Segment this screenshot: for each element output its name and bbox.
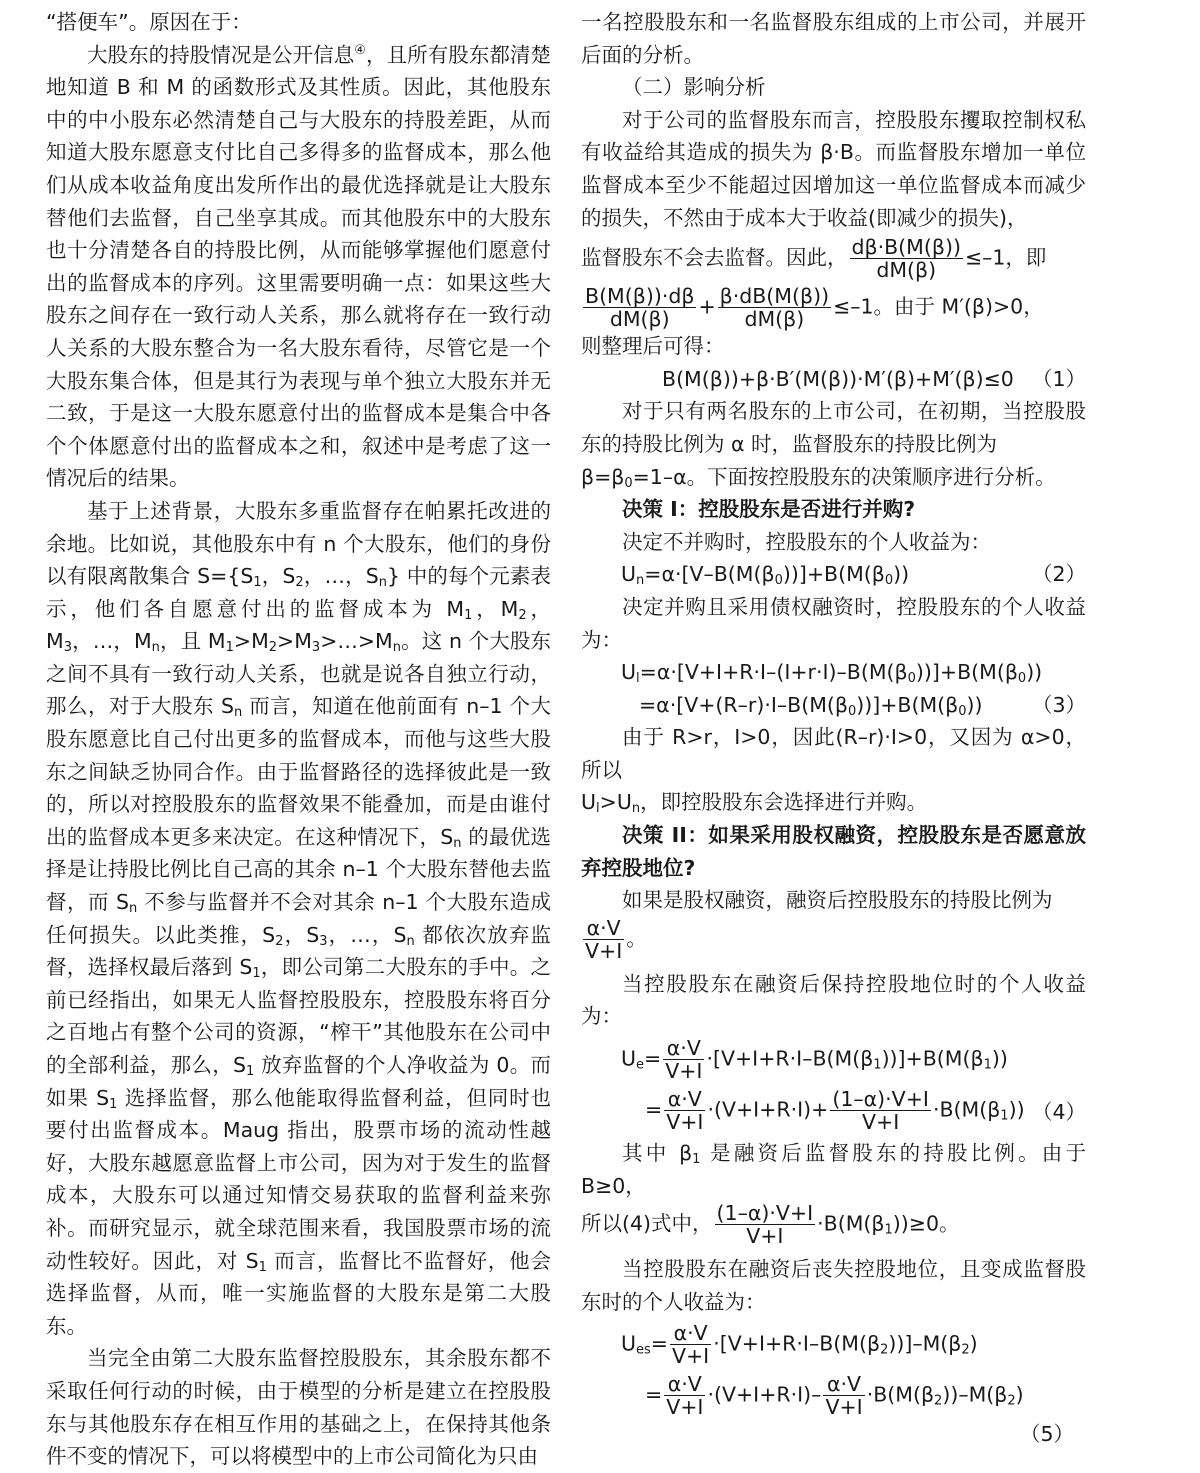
- paragraph-no-merger: 决定不并购时，控股股东的个人收益为：: [622, 529, 991, 554]
- equation-1: B(M(β))+β·B′(M(β))·M′(β)+M′(β)≤0 （1）: [581, 363, 1086, 396]
- fraction: $\frac{\alpha\cdot V}{V+I}$: [671, 1321, 710, 1369]
- paragraph-pareto: 基于上述背景，大股东多重监督存在帕累托改进的余地。比如说，其他股东中有 n 个大股东，他们的身份以有限离散集合 $S=\{S_1$，$S_2$，…，$S_n$} 中的每个元素表示，他们各自愿意付出的监督成本为 $M_1$，$M_2$，$M_3$，…，$M_n$，且 $M_1>M_2>M_3>\dots>M_n$。这 n 个大股东之间不具有一致行动人关系，也就是说各自独立行动，那么，对于大股东 $S_n$ 而言，知道在他前面有 n–1 个大股东愿意比自己付出更多的监督成本，而他与这些大股东之间缺乏协同合作。由于监督路径的选择彼此是一致的，所以对控股股东的监督效果不能叠加，而是由谁付出的监督成本更多来决定。在这种情况下，$S_n$ 的最优选择是让持股比例比自己高的其余 n–1 个大股东替他去监督，而 $S_n$ 不参与监督并不会对其余 n–1 个大股东造成任何损失。以此类推，$S_2$，$S_3$，…，$S_n$ 都依次放弃监督，选择权最后落到 $S_1$，即公司第二大股东的手中。之前已经指出，如果无人监督控股股东，控股股东将百分之百地占有整个公司的资源，“榨干”其他股东在公司中的全部利益，那么，$S_1$ 放弃监督的个人净收益为 0。而如果 $S_1$ 选择监督，那么他能取得监督利益，但同时也要付出监督成本。Maug 指出，股票市场的流动性越好，大股东越愿意监督上市公司，因为对于发生的监督成本，大股东可以通过知情交易获取的监督利益来弥补。而研究显示，就全球范围来看，我国股票市场的流动性较好。因此，对 $S_1$ 而言，监督比不监督好，他会选择监督，从而，唯一实施监督的大股东是第二大股东。: [46, 498, 552, 1338]
- paragraph-monitoring-loss: 对于公司的监督股东而言，控股股东攫取控制权私有收益给其造成的损失为 β·B。而监督股东增加一单位监督成本至少不能超过因增加这一单位监督成本而减少的损失，不然由于成本大于收益(即减少的损失)，: [581, 107, 1086, 230]
- equation-number: （2）: [1031, 562, 1086, 587]
- equation-5b: = $\frac{\alpha\cdot V}{V+I}$ ·(V+I+R·I)– $\frac{\alpha\cdot V}{V+I}$ $\cdot B(M(\beta_2))-M(\beta_2)$: [645, 1372, 1024, 1420]
- fraction: $\frac{d\beta\cdot B(M(\beta))}{dM(\beta)}$: [851, 235, 961, 283]
- right-column: [581, 6, 1086, 1450]
- section-heading: （二）影响分析: [622, 75, 766, 100]
- decision-1-heading: 决策 I：控股股东是否进行并购?: [622, 497, 916, 522]
- fraction: $\frac{\beta\cdot dB(M(\beta))}{dM(\beta)}$: [719, 284, 830, 332]
- nonnegative-line: 所以(4)式中， $\frac{(1-\alpha)\cdot V+I}{V+I}$ $\cdot B(M(\beta_1))\ge 0$。: [581, 1201, 960, 1249]
- paragraph-continuation: “搭便车”。原因在于：: [46, 10, 252, 34]
- equation-number: （4）: [1031, 1100, 1086, 1125]
- paragraph-derive: 则整理后可得：: [581, 334, 725, 359]
- equation-4b: = $\frac{\alpha\cdot V}{V+I}$ ·(V+I+R·I)+ $\frac{(1-\alpha)\cdot V+I}{V+I}$ $\cdot B(M(\beta_1))$ （4）: [645, 1087, 1086, 1135]
- paragraph-two-shareholders: 对于只有两名股东的上市公司，在初期，当控股股东的持股比例为 α 时，监督股东的持股比例为: [581, 399, 1086, 456]
- equation-3b: $=\alpha\cdot[V+(R-r)\cdot I-B(M(\beta_0))]+B(M(\beta_0))$ （3）: [581, 689, 1086, 722]
- fraction: $\frac{(1-\alpha)\cdot V+I}{V+I}$: [832, 1087, 929, 1135]
- paragraph-disclosure: 大股东的持股情况是公开信息④，且所有股东都清楚地知道 B 和 M 的函数形式及其性质。因此，其他股东中的中小股东必然清楚自己与大股东的持股差距，从而知道大股东愿意支付比自己多得多的监督成本，那么他们从成本收益角度出发所作出的最优选择就是让大股东替他们去监督，自己坐享其成。而其他股东中的大股东也十分清楚各自的持股比例，从而能够掌握他们愿意付出的监督成本的序列。这里需要明确一点：如果这些大股东之间存在一致行动人关系，那么就将存在一致行动人关系的大股东整合为一名大股东看待，尽管它是一个大股东集合体，但是其行为表现与单个独立大股东并无二致，于是这一大股东愿意付出的监督成本是集合中各个个体愿意付出的监督成本之和，叙述中是考虑了这一情况后的结果。: [46, 42, 552, 491]
- equation-3a: $U_l=\alpha\cdot[V+I+R\cdot I-(I+r\cdot I)-B(M(\beta_0))]+B(M(\beta_0))$: [621, 660, 1043, 687]
- paragraph-debt-merger: 决定并购且采用债权融资时，控股股东的个人收益为：: [581, 594, 1086, 652]
- left-column: [46, 6, 551, 1473]
- paragraph-simplification: 当完全由第二大股东监督控股股东，其余股东都不采取任何行动的时候，由于模型的分析是建立在控股股东与其他股东存在相互作用的基础之上，在保持其他条件不变的情况下，可以将模型中的上市公司简化为只由: [46, 1346, 551, 1469]
- fraction: $\frac{\alpha\cdot V}{V+I}$: [585, 915, 623, 963]
- paragraph-equity-financing: 如果是股权融资，融资后控股股东的持股比例为: [622, 888, 1053, 913]
- equation-4a: $U_e=$ $\frac{\alpha\cdot V}{V+I}$ $\cdot[V+I+R\cdot I-B(M(\beta_1))]+B(M(\beta_1))$: [621, 1036, 1008, 1084]
- paragraph-beta1: 其中 $\beta_1$ 是融资后监督股东的持股比例。由于 B≥0，: [581, 1141, 1086, 1198]
- inequality-line-1: 监督股东不会去监督。因此， $\frac{d\beta\cdot B(M(\beta))}{dM(\beta)}$ ≤–1，即: [581, 235, 1047, 283]
- paragraph-merger-result: 由于 R>r，I>0，因此(R–r)·I>0，又因为 α>0，所以: [581, 725, 1086, 782]
- paragraph-beta: $\beta=\beta_0=1-\alpha$。下面按控股股东的决策顺序进行分析。: [581, 464, 1056, 491]
- fraction: $\frac{B(M(\beta))\cdot d\beta}{dM(\beta)}$: [585, 284, 695, 332]
- fraction: $\frac{\alpha\cdot V}{V+I}$: [666, 1372, 704, 1420]
- equation-5a: $U_{es}=$ $\frac{\alpha\cdot V}{V+I}$ $\cdot[V+I+R\cdot I-B(M(\beta_2))]-M(\beta_2)$: [621, 1321, 978, 1369]
- equation-number: （5）: [1019, 1422, 1074, 1447]
- paragraph-merger-result-2: $U_l>U_n$，即控股股东会选择进行并购。: [581, 790, 928, 817]
- fraction: $\frac{\alpha\cdot V}{V+I}$: [666, 1087, 704, 1135]
- fraction: $\frac{(1-\alpha)\cdot V+I}{V+I}$: [716, 1201, 814, 1249]
- inequality-line-2: $\frac{B(M(\beta))\cdot d\beta}{dM(\beta)}$ + $\frac{\beta\cdot dB(M(\beta))}{dM(\beta)}$ ≤–1。由于 M′(β)>0，: [585, 284, 1044, 332]
- paragraph-continuation-right: 一名控股股东和一名监督股东组成的上市公司，并展开后面的分析。: [581, 10, 1086, 67]
- equation-number: （1）: [1031, 366, 1086, 391]
- equation-number: （3）: [1031, 692, 1086, 717]
- paragraph-lose-control: 当控股股东在融资后丧失控股地位，且变成监督股东时的个人收益为：: [581, 1257, 1086, 1314]
- fraction: $\frac{\alpha\cdot V}{V+I}$: [825, 1372, 863, 1420]
- footnote-marker: ④: [354, 42, 367, 58]
- fraction-line: $\frac{\alpha\cdot V}{V+I}$ 。: [585, 915, 647, 963]
- equation-5-number-row: [581, 1418, 1086, 1450]
- fraction: $\frac{\alpha\cdot V}{V+I}$: [665, 1036, 703, 1084]
- equation-2: $U_n=\alpha\cdot[V-B(M(\beta_0))]+B(M(\beta_0))$ （2）: [581, 558, 1086, 591]
- decision-2-heading: 决策 II：如果采用股权融资，控股股东是否愿意放弃控股地位?: [581, 823, 1086, 880]
- paragraph-keep-control: 当控股股东在融资后保持控股地位时的个人收益为：: [581, 971, 1086, 1029]
